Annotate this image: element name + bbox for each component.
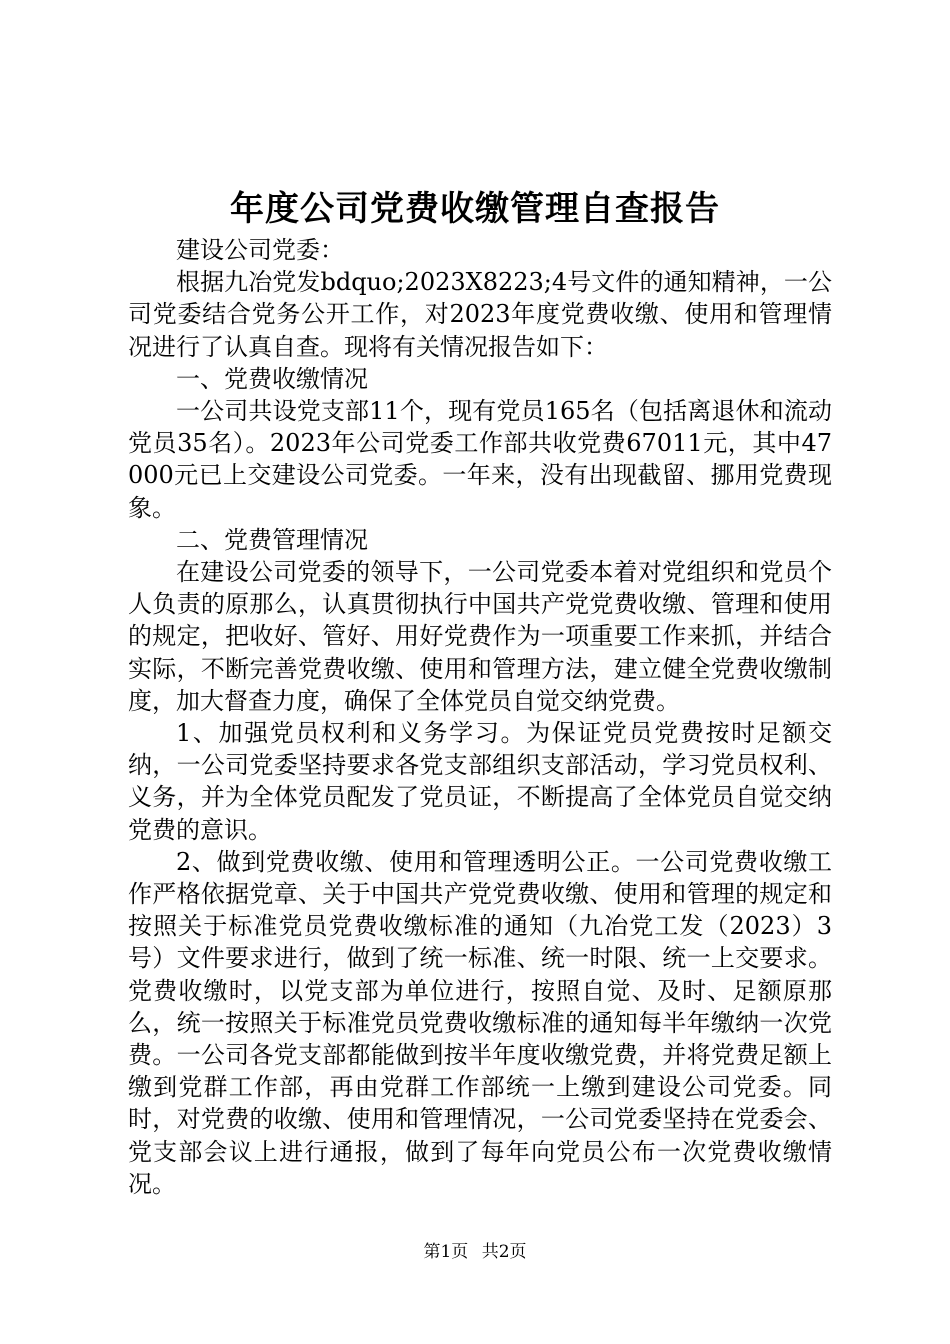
page-total: 共2页 (481, 1242, 527, 1262)
document-title: 年度公司党费收缴管理自查报告 (230, 189, 720, 229)
page-footer (0, 1240, 950, 1264)
paragraph-item-2: 2、做到党费收缴、使用和管理透明公正。一公司党费收缴工作严格依据党章、关于中国共产党党费收缴、使用和管理的规定和按照关于标准党员党费收缴标准的通知（九冶党工发（2023）3号）文件要求进行，做到了统一标准、统一时限、统一上交要求。党费收缴时，以党支部为单位进行，按照自觉、及时、足额原那么，统一按照关于标准党员党费收缴标准的通知每半年缴纳一次党费。一公司各党支部都能做到按半年度收缴党费，并将党费足额上缴到党群工作部，再由党群工作部统一上缴到建设公司党委。同时，对党费的收缴、使用和管理情况，一公司党委坚持在党委会、党支部会议上进行通报，做到了每年向党员公布一次党费收缴情况。 (128, 847, 832, 1198)
page-number: 第1页 (423, 1242, 469, 1262)
section-heading-management: 二、党费管理情况 (176, 525, 368, 554)
paragraph-item-1: 1、加强党员权利和义务学习。为保证党员党费按时足额交纳，一公司党委坚持要求各党支部组织支部活动，学习党员权利、义务，并为全体党员配发了党员证，不断提高了全体党员自觉交纳党费的意识。 (128, 719, 832, 844)
paragraph-collection: 一公司共设党支部11个，现有党员165名（包括离退休和流动党员35名）。2023年公司党委工作部共收党费67011元，其中47000元已上交建设公司党委。一年来，没有出现截留、挪用党费现象。 (128, 397, 832, 522)
paragraph-management: 在建设公司党委的领导下，一公司党委本着对党组织和党员个人负责的原那么，认真贯彻执行中国共产党党费收缴、管理和使用的规定，把收好、管好、用好党费作为一项重要工作来抓，并结合实际，不断完善党费收缴、使用和管理方法，建立健全党费收缴制度，加大督查力度，确保了全体党员自觉交纳党费。 (128, 558, 832, 715)
paragraph-salutation: 建设公司党委： (176, 236, 344, 264)
document-body (128, 234, 832, 1200)
section-heading-collection: 一、党费收缴情况 (176, 364, 368, 393)
paragraph-intro: 根据九冶党发bdquo;2023X8223;4号文件的通知精神，一公司党委结合党务公开工作，对2023年度党费收缴、使用和管理情况进行了认真自查。现将有关情况报告如下： (128, 268, 832, 361)
